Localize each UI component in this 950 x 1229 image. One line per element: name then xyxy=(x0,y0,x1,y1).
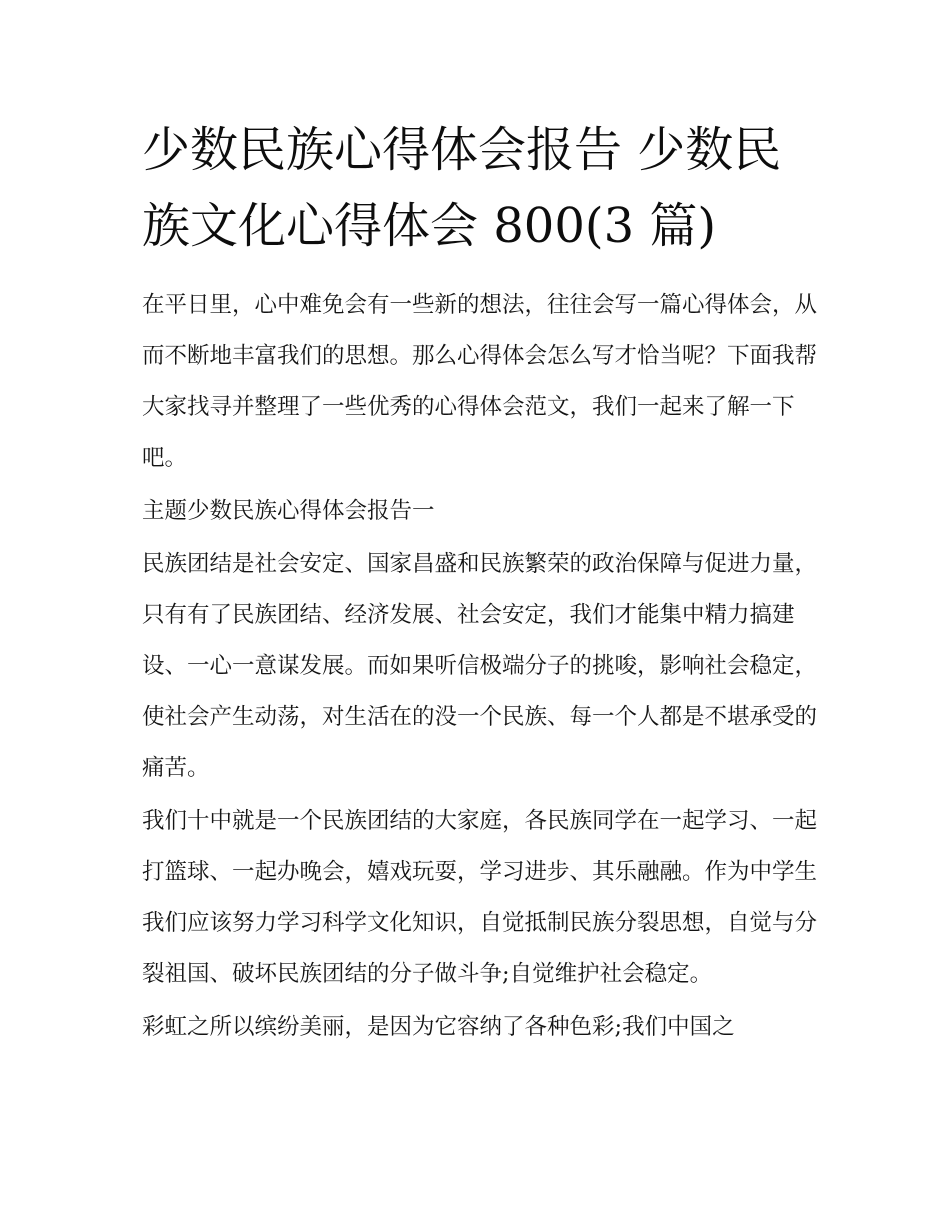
title-line-1: 少数民族心得体会报告 少数民 xyxy=(142,122,782,178)
document-content xyxy=(142,112,818,1055)
title-line-2: 族文化心得体会 800(3 篇) xyxy=(142,198,717,254)
body-paragraph-1: 民族团结是社会安定、国家昌盛和民族繁荣的政治保障与促进力量，只有有了民族团结、经济发展、社会安定，我们才能集中精力搞建设、一心一意谋发展。而如果听信极端分子的挑唆，影响社会稳定，使社会产生动荡，对生活在的没一个民族、每一个人都是不堪承受的痛苦。 xyxy=(142,551,818,781)
body-paragraph-2: 我们十中就是一个民族团结的大家庭，各民族同学在一起学习、一起打篮球、一起办晚会，嬉戏玩耍，学习进步、其乐融融。作为中学生我们应该努力学习科学文化知识，自觉抵制民族分裂思想，自觉与分裂祖国、破坏民族团结的分子做斗争;自觉维护社会稳定。 xyxy=(142,808,818,987)
document-title xyxy=(142,112,818,264)
intro-paragraph: 在平日里，心中难免会有一些新的想法，往往会写一篇心得体会，从而不断地丰富我们的思想。那么心得体会怎么写才恰当呢？下面我帮大家找寻并整理了一些优秀的心得体会范文，我们一起来了解一下吧。 xyxy=(142,292,818,471)
body-paragraph-3: 彩虹之所以缤纷美丽，是因为它容纳了各种色彩;我们中国之 xyxy=(142,1014,735,1040)
section-heading: 主题少数民族心得体会报告一 xyxy=(142,498,435,524)
